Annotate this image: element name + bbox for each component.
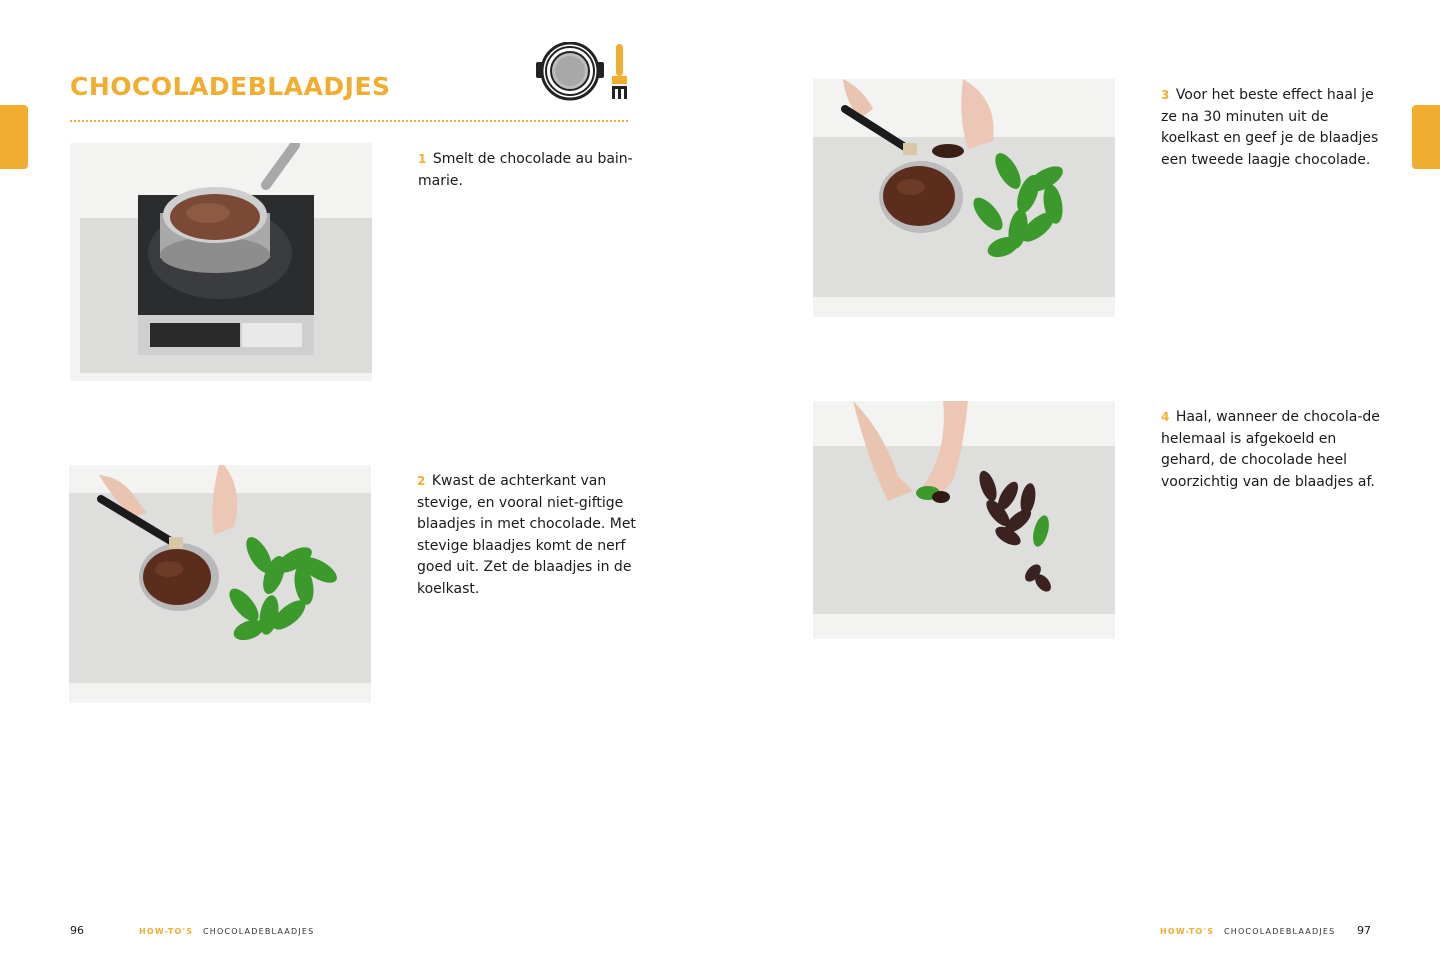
footer-left xyxy=(70,924,84,937)
step-3-photo xyxy=(813,79,1115,317)
step-2-body: Kwast de achterkant van stevige, en vooral niet-giftige blaadjes in met chocolade. Met stevige blaadjes komt de nerf goed uit. Zet de blaadjes in de koelkast. xyxy=(417,473,636,597)
footer-right-labels xyxy=(1160,927,1335,936)
step-3-text xyxy=(1161,85,1386,171)
chapter-tab-marker-right xyxy=(1412,105,1440,169)
step-1-number: 1 xyxy=(418,152,427,166)
page-number-left: 96 xyxy=(70,924,84,937)
step-4-photo xyxy=(813,401,1115,639)
step-2-number: 2 xyxy=(417,474,426,488)
pan-icon xyxy=(536,43,604,99)
step-4-number: 4 xyxy=(1161,410,1170,424)
step-1-body: Smelt de chocolade au bain-marie. xyxy=(418,151,633,189)
footer-right xyxy=(1357,924,1371,937)
step-1-text xyxy=(418,149,643,192)
title-divider xyxy=(70,120,628,122)
footer-section-left: HOW-TO'S xyxy=(139,927,194,936)
step-4-body: Haal, wanneer de chocola-de helemaal is afgekoeld en gehard, de chocolade heel voorzichtig van de blaadjes af. xyxy=(1161,409,1380,490)
step-2-text xyxy=(417,471,642,600)
footer-left-labels xyxy=(139,927,314,936)
chapter-tab-marker-left xyxy=(0,105,28,169)
footer-chapter-right: CHOCOLADEBLAADJES xyxy=(1223,927,1336,936)
brush-icon xyxy=(612,44,627,99)
page-number-right: 97 xyxy=(1357,924,1371,937)
step-3-body: Voor het beste effect haal je ze na 30 minuten uit de koelkast en geef je de blaadjes een tweede laagje chocolade. xyxy=(1161,87,1379,168)
step-2-photo xyxy=(69,465,371,703)
page-title: CHOCOLADEBLAADJES xyxy=(70,72,391,101)
step-3-number: 3 xyxy=(1161,88,1170,102)
step-4-text xyxy=(1161,407,1386,493)
step-1-photo xyxy=(70,143,372,381)
equipment-icons xyxy=(534,42,630,102)
footer-section-right: HOW-TO'S xyxy=(1160,927,1215,936)
footer-chapter-left: CHOCOLADEBLAADJES xyxy=(202,927,315,936)
